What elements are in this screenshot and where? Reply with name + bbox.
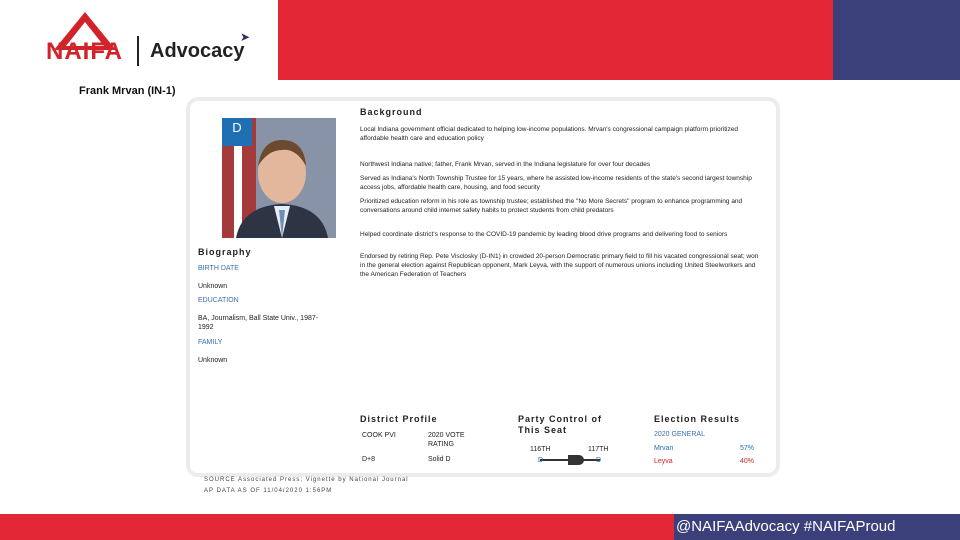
party-116-value: D — [538, 457, 544, 464]
background-paragraph: Local Indiana government official dedicated to helping low-income populations. Mrvan's congressional campaign platform prioritized affordable health care and education policy — [360, 126, 738, 142]
background-paragraph: Helped coordinate district's response to the COVID-19 pandemic by leading blood drive programs and delivering food to seniors — [360, 231, 728, 238]
congress-117-label: 117TH — [588, 446, 609, 453]
logo-advocacy: Advocacy — [150, 40, 245, 62]
arrow-right-icon — [568, 455, 584, 465]
birth-date-value: Unknown — [198, 283, 228, 290]
election-results-heading: Election Results — [654, 414, 741, 424]
district-profile-heading: District Profile — [360, 414, 438, 424]
logo-divider — [137, 36, 139, 66]
cook-pvi-label: COOK PVI — [362, 432, 396, 439]
party-117-value: D — [596, 457, 602, 464]
footer-hashtags: @NAIFAAdvocacy #NAIFAProud — [676, 518, 896, 535]
family-value: Unknown — [198, 357, 228, 364]
background-paragraph: Served as Indiana's North Township Trustee for 15 years, where he assisted low-income residents of the state's second largest township access jobs, affordable health care, housing, and food security — [360, 175, 752, 191]
education-value: BA, Journalism, Ball State Univ., 1987-1992 — [198, 315, 319, 331]
cook-pvi-value: D+8 — [362, 456, 376, 463]
education-label: EDUCATION — [198, 297, 239, 304]
family-label: FAMILY — [198, 339, 223, 346]
background-paragraph: Prioritized education reform in his role as township trustee; established the "No More Secrets" program to enhance programming and conversations around child internet safety habits to protect students from child predators — [360, 198, 743, 214]
candidate-pct: 40% — [740, 458, 755, 465]
header-accent — [833, 0, 960, 80]
biography-heading: Biography — [198, 247, 252, 257]
data-as-of: AP DATA AS OF 11/04/2020 1:56PM — [204, 488, 333, 494]
congress-116-label: 116TH — [530, 446, 551, 453]
background-heading: Background — [360, 107, 423, 117]
birth-date-label: BIRTH DATE — [198, 265, 239, 272]
logo-area — [0, 0, 278, 80]
background-paragraph: Northwest Indiana native; father, Frank Mrvan, served in the Indiana legislature for over four decades — [360, 161, 651, 168]
vote-rating-value: Solid D — [428, 456, 451, 463]
source-line: SOURCE Associated Press; Vignette by National Journal — [204, 477, 409, 483]
arrows-icon: ➤ — [240, 30, 251, 44]
candidate-name: Mrvan — [654, 445, 674, 452]
party-badge: D — [222, 118, 252, 146]
candidate-pct: 57% — [740, 445, 755, 452]
party-control-heading: Party Control of This Seat — [518, 414, 603, 435]
election-label: 2020 GENERAL — [654, 431, 705, 438]
page-title: Frank Mrvan (IN-1) — [79, 85, 176, 97]
candidate-name: Leyva — [654, 458, 673, 465]
background-paragraph: Endorsed by retiring Rep. Pete Visclosky (D-IN1) in crowded 20-person Democratic primary field to fill his vacated congressional seat; won in the general election against Republican opponent, Mark Leyva, with the support of numerous unions including United Steelworkers and the American Federation of Teachers — [360, 253, 759, 278]
vote-rating-label: 2020 VOTE RATING — [428, 432, 465, 448]
logo-naifa: NAIFA — [46, 38, 123, 65]
